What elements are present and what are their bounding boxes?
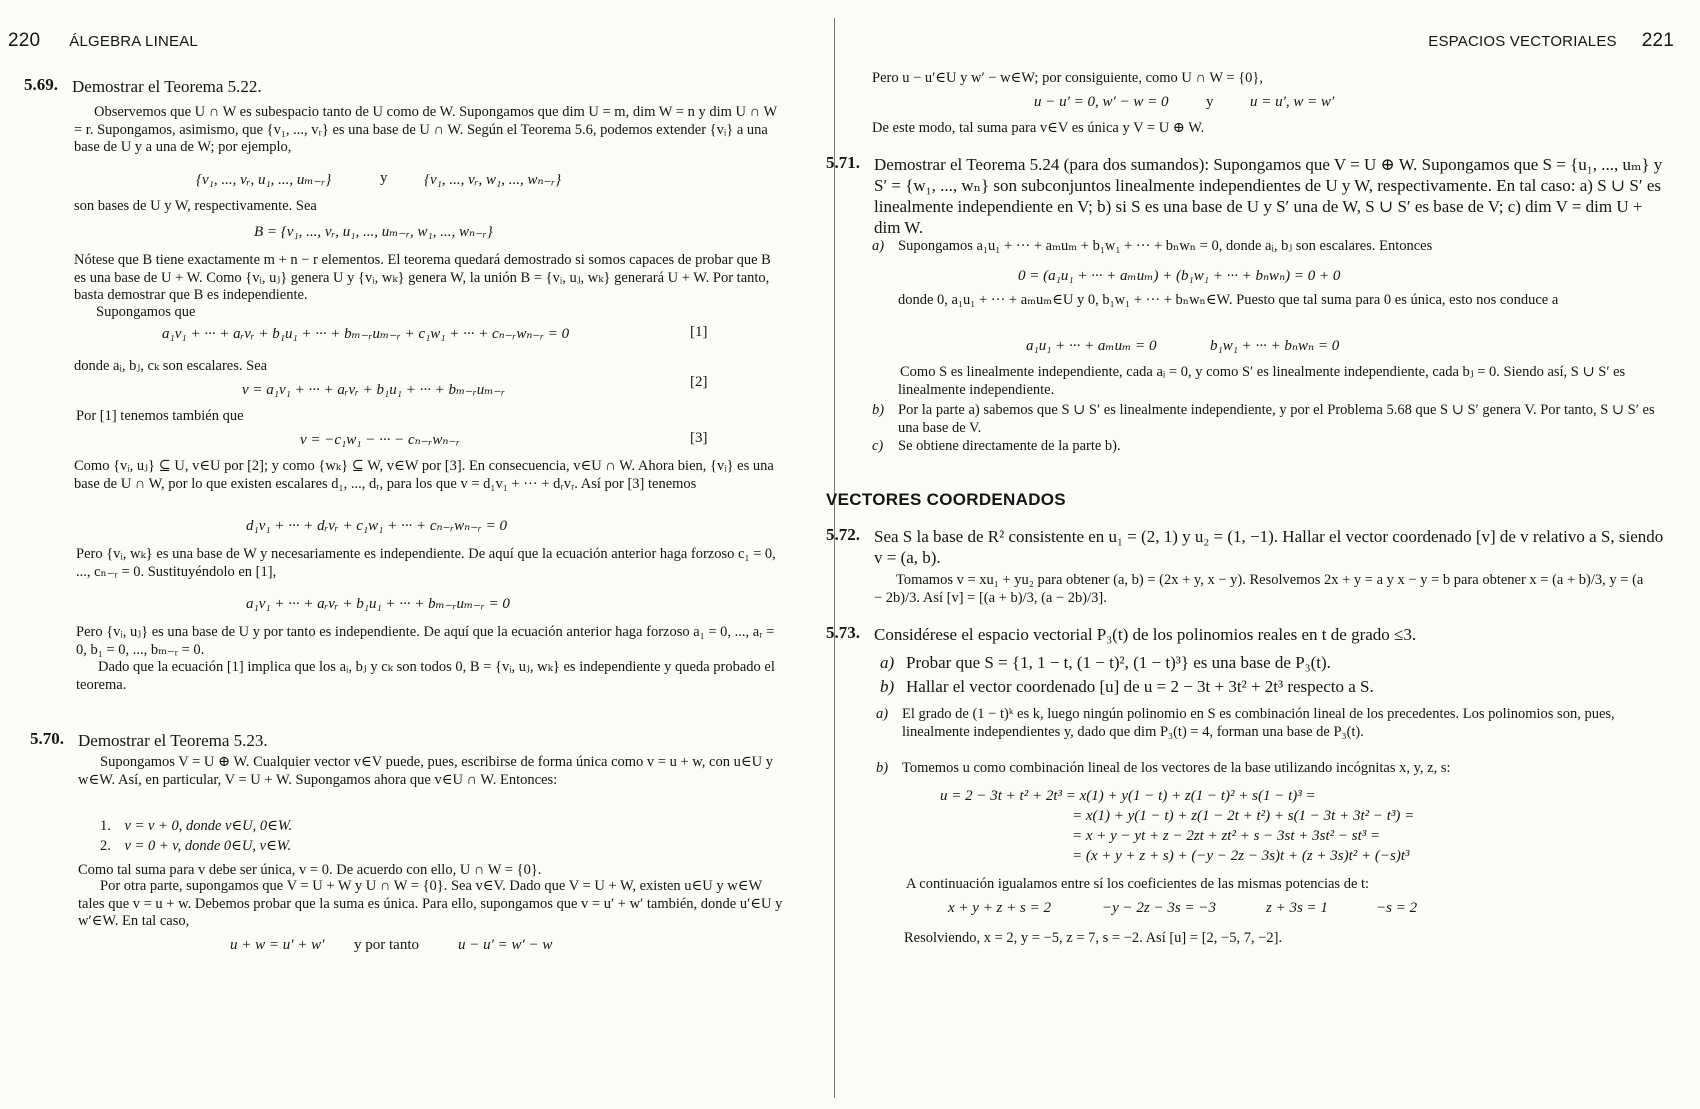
problem-5-72-heading [826,526,1666,568]
paragraph: Tomemos u como combinación lineal de los vectores de la base utilizando incógnitas x, y, z, s: [902,760,1451,776]
paragraph: Se obtiene directamente de la parte b). [898,438,1121,454]
answer-part-b [872,402,1658,437]
equation: v = −c₁w₁ − ··· − cₙ₋ᵣwₙ₋ᵣ [300,432,461,448]
paragraph: Como tal suma para v debe ser única, v = 0. De acuerdo con ello, U ∩ W = {0}. [78,862,542,878]
equation: d₁v₁ + ··· + dᵣvᵣ + c₁w₁ + ··· + cₙ₋ᵣwₙ₋ᵣ = 0 [246,518,507,534]
paragraph: Supongamos V = U ⊕ W. Cualquier vector v∈V puede, pues, escribirse de forma única como v = u + w, con u∈U y w∈W. Así, en particular, V = U + W. Supongamos ahora que v∈U ∩ W. Entonces: [78,754,773,788]
equation-line: u = 2 − 3t + t² + 2t³ = x(1) + y(1 − t) + z(1 − t)² + s(1 − t)³ = [940,788,1316,804]
running-head: ÁLGEBRA LINEAL [69,33,198,50]
part-label: a) [876,706,889,722]
paragraph: Por [1] tenemos también que [76,408,244,424]
problem-statement: Demostrar el Teorema 5.22. [72,77,262,96]
part-label: a) [880,653,895,672]
left-page [0,0,830,1109]
equation-connector: y [1206,94,1214,110]
paragraph: Pero {vᵢ, wₖ} es una base de W y necesariamente es independiente. De aquí que la ecuación anterior haga forzoso c₁ = 0, ..., cₙ₋ᵣ = 0. Sustituyéndolo en [1], [76,546,776,580]
paragraph: son bases de U y W, respectivamente. Sea [74,198,317,214]
paragraph: donde aᵢ, bⱼ, cₖ son escalares. Sea [74,358,268,374]
answer-part-b [876,760,1656,778]
problem-5-71-heading [826,154,1666,238]
problem-number: 5.71. [826,153,860,172]
paragraph: donde 0, a₁u₁ + ··· + aₘuₘ∈U y 0, b₁w₁ + ··· + bₙwₙ∈W. Puesto que tal suma para 0 es única, esto nos conduce a [898,292,1559,308]
problem-statement: Demostrar el Teorema 5.24 (para dos sumandos): Supongamos que V = U ⊕ W. Supongamos que S = {u₁, ..., uₘ} y S′ = {w₁, ..., wₙ} son subconjuntos linealmente independientes de U y W, respectivamente. En tal caso: a) S ∪ S′ es linealmente independiente en V; b) si S es una base de U y S′ una de W, S ∪ S′ es base de V; c) dim V = dim U + dim W. [874,155,1663,237]
list-item-number: 2. [100,838,111,854]
equation: {v₁, ..., vᵣ, w₁, ..., wₙ₋ᵣ} [424,172,562,188]
question-part-a [880,652,1666,673]
equation-line: = x(1) + y(1 − t) + z(1 − 2t + t²) + s(1 − 3t + 3t² − t³) = [1072,808,1415,824]
question-text: Probar que S = {1, 1 − t, (1 − t)², (1 − t)³} es una base de P₃(t). [906,653,1331,672]
equation-connector: y [380,170,388,186]
paragraph: Supongamos a₁u₁ + ··· + aₘuₘ + b₁w₁ + ··· + bₙwₙ = 0, donde aᵢ, bⱼ son escalares. Entonces [898,238,1433,254]
problem-5-73-heading [826,624,1666,645]
part-label: b) [876,760,889,776]
equation: B = {v₁, ..., vᵣ, u₁, ..., uₘ₋ᵣ, w₁, ..., wₙ₋ᵣ} [254,224,493,240]
equation: a₁u₁ + ··· + aₘuₘ = 0 [1026,338,1157,354]
part-label: b) [872,402,885,418]
paragraph: Supongamos que [96,304,196,320]
equation: {v₁, ..., vᵣ, u₁, ..., uₘ₋ᵣ} [196,172,332,188]
question-text: Hallar el vector coordenado [u] de u = 2 − 3t + 3t² + 2t³ respecto a S. [906,677,1374,696]
problem-number: 5.73. [826,623,860,642]
equation-connector: y por tanto [354,937,419,953]
part-label: b) [880,677,895,696]
paragraph: Tomamos v = xu₁ + yu₂ para obtener (a, b) = (2x + y, x − y). Resolvemos 2x + y = a y x − y = b para obtener x = (a + b)/3, y = (a − 2b)/3. Así [v] = [(a + b)/3, (a − 2b)/3]. [874,572,1644,606]
right-header [1428,30,1674,52]
list-item-text: v = 0 + v, donde 0∈U, v∈W. [124,838,292,854]
problem-statement: Considérese el espacio vectorial P₃(t) de los polinomios reales en t de grado ≤3. [874,625,1417,644]
list-item [100,838,600,856]
problem-statement: Demostrar el Teorema 5.23. [78,731,268,750]
problem-statement: Sea S la base de R² consistente en u₁ = (2, 1) y u₂ = (1, −1). Hallar el vector coordenado [v] de v relativo a S, siendo v = (a, b). [874,527,1664,567]
equation: u − u′ = w′ − w [458,937,553,953]
system-equation: z + 3s = 1 [1266,900,1328,916]
equation-number: [1] [690,324,708,340]
page-number: 221 [1641,30,1674,51]
problem-number: 5.70. [30,729,64,748]
paragraph: Nótese que B tiene exactamente m + n − r elementos. El teorema quedará demostrado si somos capaces de probar que B es una base de U + W. Como {vᵢ, uⱼ} genera U y {vᵢ, wₖ} genera W, la unión B = {vᵢ, uⱼ, wₖ} generará U + W. Por tanto, basta demostrar que B es independiente. [74,252,771,303]
system-equation: x + y + z + s = 2 [948,900,1051,916]
answer-part-a [872,238,1658,256]
equation: a₁v₁ + ··· + aᵣvᵣ + b₁u₁ + ··· + bₘ₋ᵣuₘ₋ᵣ = 0 [246,596,510,612]
answer-part-a [876,706,1656,741]
section-title: VECTORES COORDENADOS [826,490,1066,509]
paragraph: A continuación igualamos entre sí los coeficientes de las mismas potencias de t: [906,876,1370,892]
paragraph: Por otra parte, supongamos que V = U + W y U ∩ W = {0}. Sea v∈V. Dado que V = U + W, existen u∈U y w∈W tales que v = u + w. Debemos probar que la suma es única. Para ello, supongamos que v = u′ + w′ también, donde u′∈U y w′∈W. En tal caso, [78,878,783,929]
problem-number: 5.72. [826,525,860,544]
equation: u = u′, w = w′ [1250,94,1335,110]
equation-number: [3] [690,430,708,446]
problem-5-69-heading [24,76,784,98]
paragraph: De este modo, tal suma para v∈V es única y V = U ⊕ W. [872,120,1205,136]
equation-line: = x + y − yt + z − 2zt + zt² + s − 3st + 3st² − st³ = [1072,828,1381,844]
equation-number: [2] [690,374,708,390]
problem-number: 5.69. [24,75,58,94]
paragraph: El grado de (1 − t)ᵏ es k, luego ningún polinomio en S es combinación lineal de los precedentes. Los polinomios son, pues, linealmente independientes y, dado que dim P₃(t) = 4, forman una base de P₃(t). [902,706,1615,740]
left-header [8,30,198,52]
paragraph: Pero u − u′∈U y w′ − w∈W; por consiguiente, como U ∩ W = {0}, [872,70,1263,86]
paragraph: Resolviendo, x = 2, y = −5, z = 7, s = −2. Así [u] = [2, −5, 7, −2]. [904,930,1283,946]
page-number: 220 [8,30,41,51]
list-item-text: v = v + 0, donde v∈U, 0∈W. [124,818,293,834]
paragraph: Dado que la ecuación [1] implica que los aᵢ, bⱼ y cₖ son todos 0, B = {vᵢ, uⱼ, wₖ} es independiente y queda probado el teorema. [76,659,775,693]
answer-part-c [872,438,1658,456]
paragraph: Pero {vᵢ, uⱼ} es una base de U y por tanto es independiente. De aquí que la ecuación anterior haga forzoso a₁ = 0, ..., aᵣ = 0, b₁ = 0, ..., bₘ₋ᵣ = 0. [76,624,775,658]
paragraph: Por la parte a) sabemos que S ∪ S′ es linealmente independiente, y por el Problema 5.68 que S ∪ S′ genera V. Por tanto, S ∪ S′ es una base de V. [898,402,1655,436]
equation-line: = (x + y + z + s) + (−y − 2z − 3s)t + (z + 3s)t² + (−s)t³ [1072,848,1410,864]
list-item [100,818,600,836]
paragraph: Como {vᵢ, uⱼ} ⊆ U, v∈U por [2]; y como {wₖ} ⊆ W, v∈W por [3]. En consecuencia, v∈U ∩ W. Ahora bien, {vᵢ} es una base de U ∩ W, por lo que existen escalares d₁, ..., dᵣ, para los que v = d₁v₁ + ··· + dᵣvᵣ. Así por [3] tenemos [74,458,774,492]
paragraph: Observemos que U ∩ W es subespacio tanto de U como de W. Supongamos que dim U = m, dim W = n y dim U ∩ W = r. Supongamos, asimismo, que {v₁, ..., vᵣ} es una base de U ∩ W. Según el Teorema 5.6, podemos extender {vᵢ} a una base de U y a una de W; por ejemplo, [74,104,777,155]
equation: a₁v₁ + ··· + aᵣvᵣ + b₁u₁ + ··· + bₘ₋ᵣuₘ₋ᵣ + c₁w₁ + ··· + cₙ₋ᵣwₙ₋ᵣ = 0 [162,326,570,342]
equation: v = a₁v₁ + ··· + aᵣvᵣ + b₁u₁ + ··· + bₘ₋ᵣuₘ₋ᵣ [242,382,506,398]
list-item-number: 1. [100,818,111,834]
part-label: a) [872,238,885,254]
question-part-b [880,676,1666,697]
equation: 0 = (a₁u₁ + ··· + aₘuₘ) + (b₁w₁ + ··· + bₙwₙ) = 0 + 0 [1018,268,1341,284]
part-label: c) [872,438,884,454]
equation: u − u′ = 0, w′ − w = 0 [1034,94,1169,110]
equation: b₁w₁ + ··· + bₙwₙ = 0 [1210,338,1340,354]
system-equation: −y − 2z − 3s = −3 [1102,900,1216,916]
right-page [826,0,1700,1109]
equation: u + w = u′ + w′ [230,937,325,953]
paragraph: Como S es linealmente independiente, cada aᵢ = 0, y como S′ es linealmente independiente, cada bⱼ = 0. Siendo así, S ∪ S′ es linealmente independiente. [898,364,1626,398]
system-equation: −s = 2 [1376,900,1418,916]
problem-5-70-heading [30,730,790,752]
running-head: ESPACIOS VECTORIALES [1428,33,1617,50]
